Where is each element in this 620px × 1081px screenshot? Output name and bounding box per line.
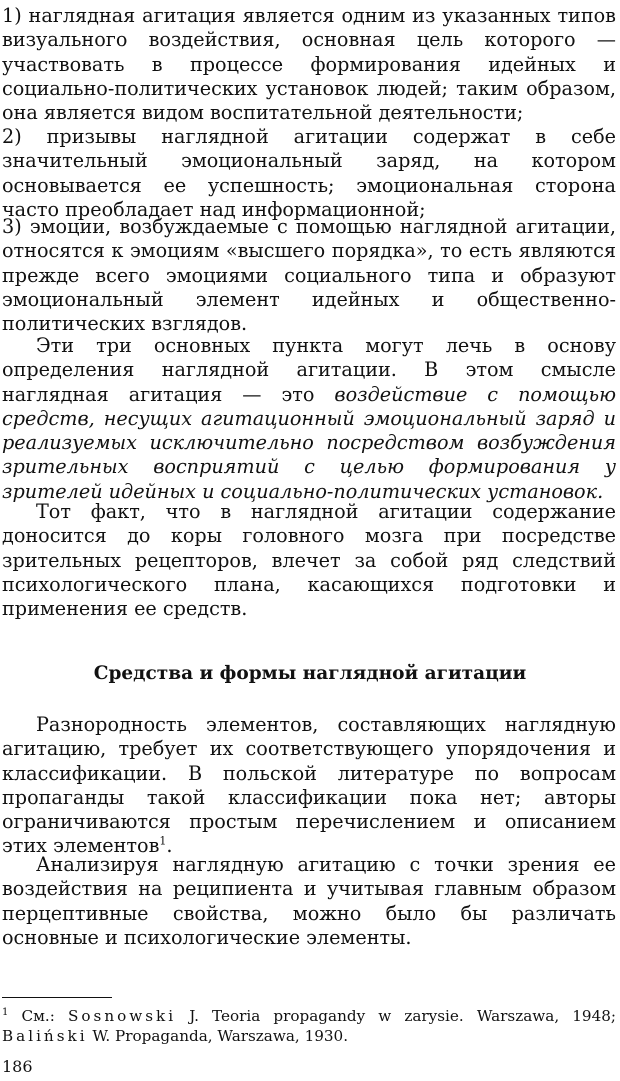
- paragraph-definition: [2, 334, 616, 504]
- paragraph-point-1-text: 1) наглядная агитация является одним из указанных типов визуального воздействия, основная цель которого — участвовать в процессе формирования идейных и социально-политических установок людей; таким образом, она является видом воспитательной деятельности;: [2, 4, 616, 125]
- footnote-author-1: Sosnowski: [67, 1007, 177, 1025]
- footnote-citation-2: W. Propaganda, Warszawa, 1930.: [92, 1027, 349, 1045]
- paragraph-point-3: [2, 215, 616, 336]
- paragraph-point-3-text: 3) эмоции, возбуждаемые с помощью наглядной агитации, относятся к эмоциям «высшего порядка», то есть являются прежде всего эмоциями социального типа и образуют эмоциональный элемент идейных и общественно-политических взглядов.: [2, 215, 616, 336]
- paragraph-heterogeneity-end: .: [166, 834, 173, 858]
- footnote-reference: 1: [159, 835, 167, 849]
- section-heading: Средства и формы наглядной агитации: [93, 663, 527, 684]
- footnote-citation-1: J. Teoria propagandy w zarysie. Warszawa, 1948;: [189, 1007, 617, 1025]
- footnote: [2, 1006, 616, 1046]
- paragraph-consequences: [2, 500, 616, 621]
- paragraph-point-2: [2, 125, 616, 222]
- paragraph-heterogeneity-text: Разнородность элементов, составляющих наглядную агитацию, требует их соответствующего упорядочения и классификации. В польской литературе по вопросам пропаганды такой классификации пока нет; авторы ограничиваются простым перечислением и описанием этих элементов: [2, 713, 616, 858]
- footnote-lead: См.:: [21, 1007, 55, 1025]
- paragraph-analysis-text: Анализируя наглядную агитацию с точки зрения ее воздействия на реципиента и учитывая главным образом перцептивные свойства, можно было бы различать основные и психологические элементы.: [2, 853, 616, 949]
- footnote-mark: 1: [2, 1006, 9, 1018]
- paragraph-point-1: [2, 4, 616, 125]
- page-number: 186: [2, 1057, 33, 1076]
- footnote-author-2: Baliński: [2, 1027, 88, 1045]
- definition-lead-text: Эти три основных пункта могут лечь в основу определения наглядной агитации. В этом смысле наглядная агитация — это: [2, 334, 616, 406]
- definition-italic-text: воздействие с помощью средств, несущих агитационный эмоциональный заряд и реализуемых исключительно посредством возбуждения зрительных восприятий с целью формирования у зрителей идейных и социально-политических установок.: [2, 382, 616, 503]
- paragraph-point-2-text: 2) призывы наглядной агитации содержат в себе значительный эмоциональный заряд, на котором основывается ее успешность; эмоциональная сторона часто преобладает над информационной;: [2, 125, 616, 221]
- paragraph-consequences-text: Тот факт, что в наглядной агитации содержание доносится до коры головного мозга при посредстве зрительных рецепторов, влечет за собой ряд следствий психологического плана, касающихся подготовки и применения ее средств.: [2, 500, 616, 621]
- paragraph-analysis: [2, 853, 616, 950]
- footnote-divider: [2, 997, 112, 998]
- paragraph-heterogeneity: [2, 713, 616, 859]
